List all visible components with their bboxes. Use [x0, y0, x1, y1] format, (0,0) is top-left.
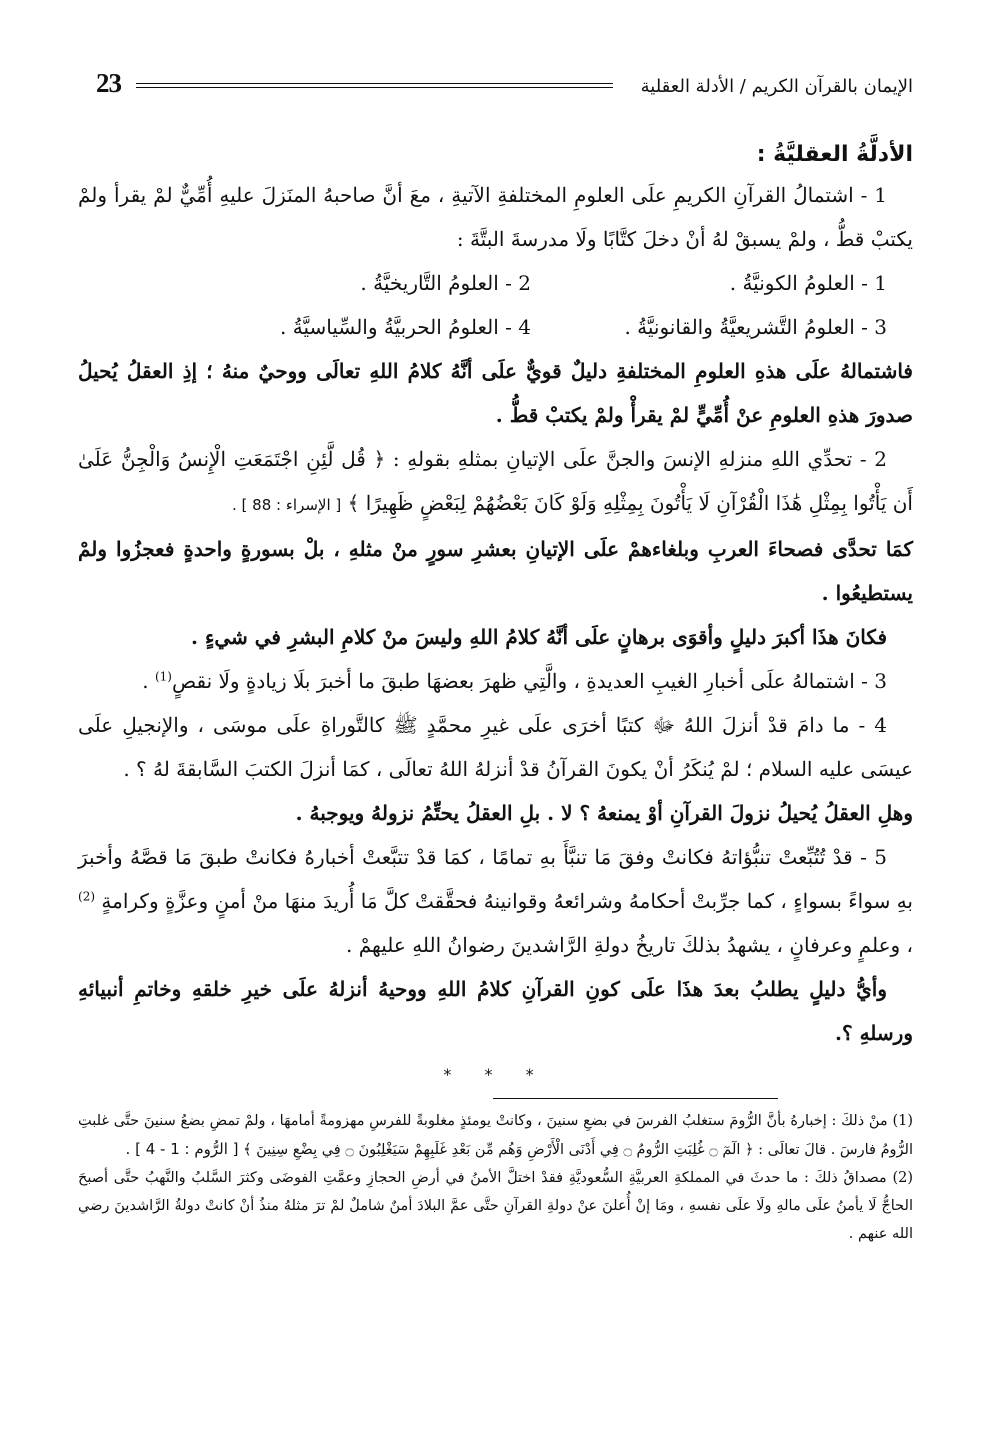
footnote-marker-1: (1)	[154, 669, 172, 684]
section-title: الأدلَّةُ العقليَّةُ :	[756, 142, 913, 167]
running-header	[78, 56, 913, 118]
list-item-historical-sciences: 2 - العلومُ التَّاريخيَّةُ .	[360, 271, 531, 295]
running-header-title: الإيمان بالقرآن الكريم / الأدلة العقلية	[640, 76, 913, 97]
footnote-2-text: مصداقُ ذلكَ : ما حدثَ في المملكةِ العربيَّةِ السُّعوديَّةِ فقدْ اختلَّ الأمنُ في أرضِ الحجازِ وعمَّتِ الفوضَى وكثرَ السَّلبُ والنَّهبُ حتَّى أصبحَ الحاجُّ لَا يأمنُ علَى مالهِ ولَا علَى نفسهِ ، ومَا إنْ أُعلنَ عنْ دولةِ القرآنِ حتَّى عمَّ البلادَ أمنٌ شاملٌ لمْ ترَ مثلهُ منذُ أنْ كانتْ دولةُ الرَّاشدينَ رضي الله عنهم .	[78, 1170, 913, 1242]
header-rule	[136, 83, 613, 88]
section-separator-stars: * * *	[443, 1065, 548, 1084]
paragraph-6-end: .	[142, 669, 155, 693]
paragraph-6	[78, 659, 913, 703]
paragraph-10: وأيُّ دليلٍ يطلبُ بعدَ هذَا علَى كونِ القرآنِ كلامُ اللهِ ووحيهُ أنزلهُ علَى خيرِ خلقهِ وخاتمِ أنبيائهِ ورسلهِ ؟.	[78, 977, 913, 1045]
footnote-rule	[493, 1098, 778, 1099]
sciences-list-row-1	[78, 261, 913, 305]
paragraph-3	[78, 437, 913, 527]
paragraph-8: وهلِ العقلُ يُحيلُ نزولَ القرآنِ أوْ يمنعهُ ؟ لا . بلِ العقلُ يحتِّمُ نزولهُ ويوجبهُ .	[295, 801, 913, 825]
paragraph-9-text-after: ، وعلمٍ وعرفانٍ ، يشهدُ بذلكَ تاريخُ دولةِ الرَّاشدينَ رضوانُ اللهِ عليهمْ .	[346, 933, 913, 957]
paragraph-6-text: 3 - اشتمالهُ علَى أخبارِ الغيبِ العديدةِ ، والَّتِي ظهرَ بعضهَا طبقَ ما أخبرَ بلَا زيادةٍ ولَا نقصٍ	[171, 669, 887, 693]
footnote-1	[78, 1107, 913, 1164]
footnote-1-text: منْ ذلكَ : إخبارهُ بأنَّ الرُّومَ ستغلبُ الفرسَ في بضعِ سنينَ ، وكانتْ يومئذٍ مغلوبةً للفرسِ مهزومةً أمامهَا ، ولمْ تمضِ بضعُ سنينَ حتَّى غلبتِ الرُّومُ فارسَ . قالَ تعالَى : ﴿ الٓمٓ ۝ غُلِبَتِ الرُّومُ ۝ فِي أَدْنَى الْأَرْضِ وَهُم مِّن بَعْدِ غَلَبِهِمْ سَيَغْلِبُونَ ۝ فِي بِضْعِ سِنِينَ ﴾	[78, 1113, 913, 1158]
paragraph-2: فاشتمالهُ علَى هذهِ العلومِ المختلفةِ دليلٌ قويٌّ علَى أنَّهُ كلامُ اللهِ تعالَى ووحيٌ منهُ ؛ إذِ العقلُ يُحيلُ صدورَ هذهِ العلومِ عنْ أُمِّيٍّ لمْ يقرأْ ولمْ يكتبْ قطُّ .	[78, 359, 913, 427]
footnote-marker-2: (2)	[78, 889, 96, 904]
list-item-legislative-sciences: 3 - العلومُ التَّشريعيَّةُ والقانونيَّةُ .	[624, 315, 887, 339]
paragraph-1: 1 - اشتمالُ القرآنِ الكريمِ علَى العلومِ المختلفةِ الآتيةِ ، معَ أنَّ صاحبهُ المنَزلَ عليهِ أُمِّيٌّ لمْ يقرأ ولمْ يكتبْ قطُّ ، ولمْ يسبقْ لهُ أنْ دخلَ كتَّابًا ولَا مدرسةَ البتَّةَ :	[78, 183, 913, 251]
paragraph-5: فكانَ هذَا أكبرَ دليلٍ وأقوَى برهانٍ علَى أنَّهُ كلامُ اللهِ وليسَ منْ كلامِ البشرِ في شيءٍ .	[191, 625, 887, 649]
footnote-rule-wrap	[78, 1098, 913, 1099]
footnote-2	[78, 1164, 913, 1248]
paragraph-3-text: 2 - تحدِّي اللهِ منزلهِ الإنسَ والجنَّ علَى الإتيانِ بمثلهِ بقولهِ : ﴿ قُل لَّئِنِ اجْتَمَعَتِ الْإِنسُ وَالْجِنُّ عَلَىٰ أَن يَأْتُوا بِمِثْلِ هَٰذَا الْقُرْآنِ لَا يَأْتُونَ بِمِثْلِهِ وَلَوْ كَانَ بَعْضُهُمْ لِبَعْضٍ ظَهِيرًا ﴾	[78, 447, 913, 515]
footnote-2-label: (2)	[892, 1170, 914, 1186]
paragraph-4: كمَا تحدَّى فصحاءَ العربِ وبلغاءهمْ علَى الإتيانِ بعشرِ سورٍ منْ مثلهِ ، بلْ بسورةٍ واحدةٍ فعجزُوا ولمْ يستطيعُوا .	[78, 537, 913, 605]
paragraph-9	[78, 835, 913, 967]
list-item-military-sciences: 4 - العلومُ الحربيَّةُ والسِّياسيَّةُ .	[280, 315, 531, 339]
sciences-list-row-2	[78, 305, 913, 349]
quran-reference-rum: [ الرُّوم : 1 - 4 ] .	[125, 1140, 239, 1158]
paragraph-9-text-before: 5 - قدْ تُتُبِّعتْ تنبُّؤاتهُ فكانتْ وفقَ مَا تنبَّأَ بهِ تمامًا ، كمَا قدْ تتبَّعتْ أخبارهُ فكانتْ طبقَ مَا قصَّهُ وأخبرَ بهِ سواءً بسواءٍ ، كما جرِّبتْ أحكامهُ وشرائعهُ وقوانينهُ فحقَّقتْ كلَّ مَا أُريدَ منهَا منْ أمنٍ وعزَّةٍ وكرامةٍ	[78, 845, 913, 913]
quran-reference-isra: [ الإسراء : 88 ] .	[232, 496, 342, 514]
paragraph-7: 4 - ما دامَ قدْ أنزلَ اللهُ ﷻ كتبًا أخرَى علَى غيرِ محمَّدٍ ﷺ كالتَّوراةِ علَى موسَى ، والإنجيلِ علَى عيسَى عليه السلام ؛ لمْ يُنكَرُ أنْ يكونَ القرآنُ قدْ أنزلهُ اللهُ تعالَى ، كمَا أنزلَ الكتبَ السَّابقةَ لهُ ؟ .	[78, 713, 913, 781]
footnote-1-label: (1)	[892, 1113, 914, 1129]
page-number: 23	[96, 68, 121, 98]
list-item-cosmic-sciences: 1 - العلومُ الكونيَّةُ .	[729, 271, 887, 295]
